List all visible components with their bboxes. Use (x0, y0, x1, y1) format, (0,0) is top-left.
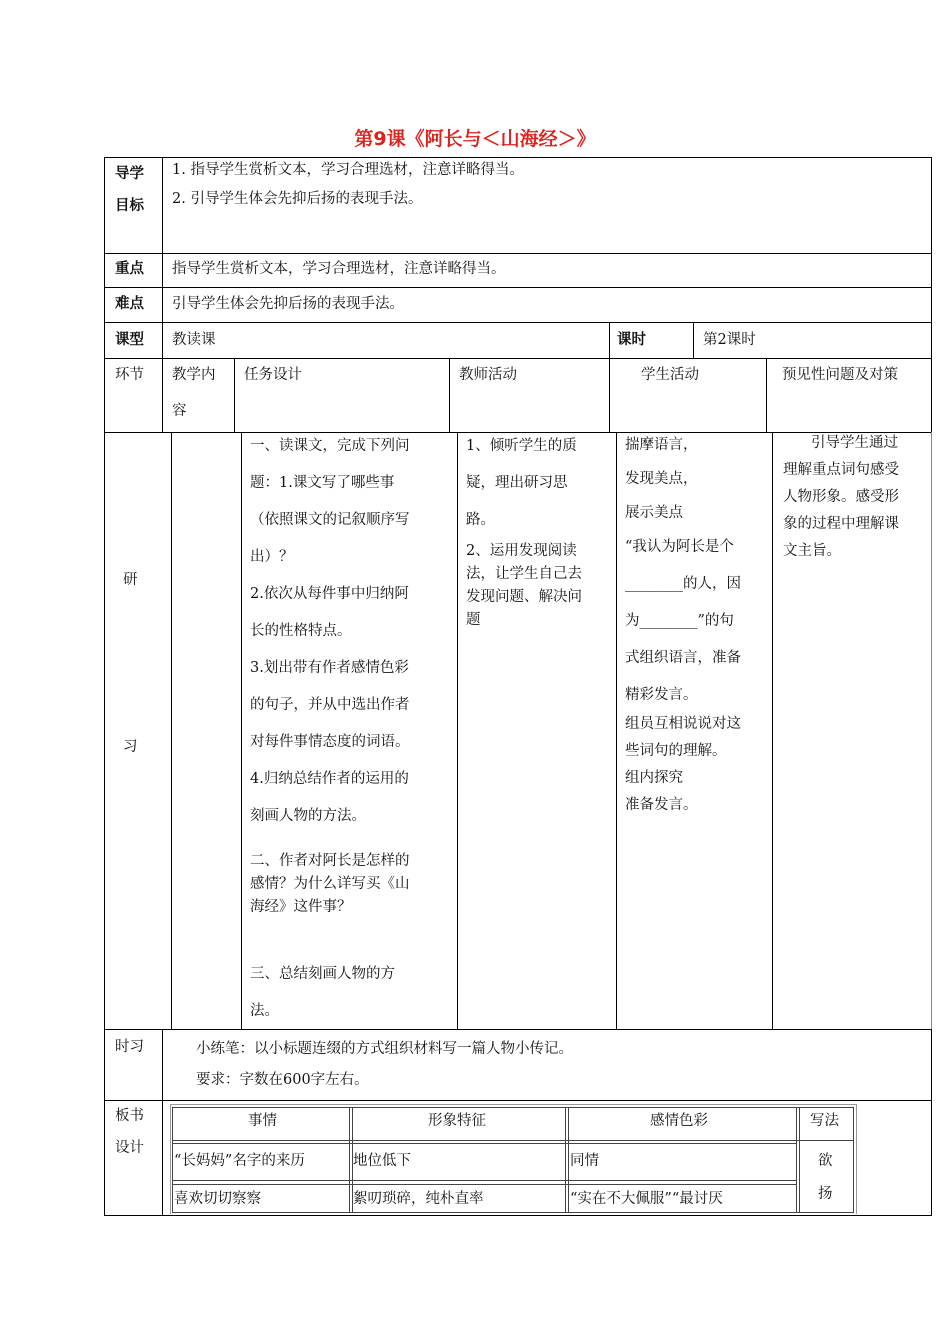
board-method-1: 欲 (818, 1153, 833, 1169)
teacher-line: 路。 (466, 512, 495, 528)
task-line: 海经》这件事？ (250, 899, 352, 915)
student-line: “我认为阿长是个 (625, 539, 734, 555)
strategy-line: 人物形象。感受形 (783, 489, 899, 505)
study-stage-2: 习 (123, 739, 138, 755)
student-line: 发现美点， (625, 471, 698, 487)
goal-item-1: 1. 指导学生赏析文本，学习合理选材，注意详略得当。 (172, 162, 524, 178)
student-line: 精彩发言。 (625, 687, 698, 703)
task-line: 感情？为什么详写买《山 (250, 876, 410, 892)
board-row-2-image: 絮叨琐碎，纯朴直率 (353, 1191, 484, 1207)
teacher-activity-2 (466, 540, 614, 632)
teacher-line: 题 (466, 612, 481, 628)
task-line: 二、作者对阿长是怎样的 (250, 853, 410, 869)
task-line: 题：1.课文写了哪些事 (250, 475, 395, 491)
strategy-line: 引导学生通过 (811, 435, 898, 451)
header-teacher: 教师活动 (459, 367, 517, 383)
strategy-line: 理解重点词句感受 (783, 462, 899, 478)
header-student: 学生活动 (641, 367, 699, 383)
task-question-3 (250, 956, 452, 1030)
strategy-column (783, 430, 929, 565)
task-line: 2.依次从每件事中归纳阿 (250, 586, 409, 602)
teacher-line: 法，让学生自己去 (466, 566, 582, 582)
task-line: 三、总结刻画人物的方 (250, 966, 395, 982)
teacher-line: 发现问题、解决问 (466, 589, 582, 605)
board-row-1-image: 地位低下 (353, 1153, 411, 1169)
task-line: （依照课文的记叙顺序写 (250, 512, 410, 528)
board-row-2-emotion: “实在不大佩服”“最讨厌 (570, 1191, 723, 1207)
student-activity-2 (625, 529, 771, 714)
student-line: ________的人，因 (625, 576, 741, 592)
student-line: 些词句的理解。 (625, 743, 727, 759)
student-activity-1 (625, 428, 771, 530)
task-line: 刻画人物的方法。 (250, 808, 366, 824)
task-line: 4.归纳总结作者的运用的 (250, 771, 409, 787)
task-line: 法。 (250, 1003, 279, 1019)
page-title: 第9课《阿长与＜山海经＞》 (354, 128, 596, 150)
header-content-2: 容 (172, 403, 187, 419)
student-activity-3 (625, 711, 771, 819)
lesson-type-value: 教读课 (172, 332, 216, 348)
strategy-line: 文主旨。 (783, 543, 841, 559)
teacher-line: 疑，理出研习思 (466, 475, 568, 491)
task-line: 3.划出带有作者感情色彩 (250, 660, 409, 676)
student-line: 展示美点 (625, 505, 683, 521)
lesson-type-label: 课型 (115, 332, 144, 348)
goals-label-1: 导学 (115, 166, 144, 182)
board-header-event: 事情 (248, 1113, 277, 1129)
header-strategy: 预见性问题及对策 (782, 367, 898, 383)
practice-line-2: 要求：字数在600字左右。 (196, 1072, 369, 1088)
board-header-method: 写法 (810, 1113, 839, 1129)
student-line: 组内探究 (625, 770, 683, 786)
practice-line-1: 小练笔：以小标题连缀的方式组织材料写一篇人物小传记。 (196, 1041, 573, 1057)
teacher-activity-1 (466, 428, 614, 539)
student-line: 组员互相说说对这 (625, 716, 741, 732)
board-row-1-emotion: 同情 (570, 1153, 599, 1169)
goals-label-2: 目标 (115, 198, 144, 214)
student-line: 揣摩语言， (625, 437, 698, 453)
task-line: 出）？ (250, 549, 294, 565)
student-line: 式组织语言，准备 (625, 650, 741, 666)
difficulty-text: 引导学生体会先抑后扬的表现手法。 (172, 296, 404, 312)
task-line: 长的性格特点。 (250, 623, 352, 639)
student-line: 准备发言。 (625, 797, 698, 813)
student-line: 为________”的句 (625, 613, 734, 629)
practice-label: 时习 (115, 1039, 144, 1055)
board-row-1-event: “长妈妈”名字的来历 (174, 1153, 305, 1169)
teacher-line: 1、倾听学生的质 (466, 438, 577, 454)
goal-item-2: 2. 引导学生体会先抑后扬的表现手法。 (172, 191, 423, 207)
board-header-image: 形象特征 (428, 1113, 486, 1129)
task-line: 一、读课文，完成下列问 (250, 438, 410, 454)
task-line: 的句子，并从中选出作者 (250, 697, 410, 713)
study-stage-1: 研 (123, 572, 138, 588)
header-task: 任务设计 (244, 367, 302, 383)
period-value: 第2课时 (703, 332, 756, 348)
board-label-2: 设计 (115, 1140, 144, 1156)
task-design-column (250, 428, 452, 835)
strategy-line: 象的过程中理解课 (783, 516, 899, 532)
teacher-line: 2、运用发现阅读 (466, 543, 577, 559)
task-line: 对每件事情态度的词语。 (250, 734, 410, 750)
board-row-2-event: 喜欢切切察察 (174, 1191, 261, 1207)
key-point-label: 重点 (115, 261, 144, 277)
board-label-1: 板书 (115, 1108, 144, 1124)
board-header-emotion: 感情色彩 (650, 1113, 708, 1129)
board-method-2: 扬 (818, 1186, 833, 1202)
header-content-1: 教学内 (172, 367, 216, 383)
header-stage: 环节 (115, 367, 144, 383)
key-point-text: 指导学生赏析文本，学习合理选材，注意详略得当。 (172, 261, 506, 277)
task-question-2 (250, 850, 452, 919)
period-label: 课时 (617, 332, 646, 348)
difficulty-label: 难点 (115, 296, 144, 312)
